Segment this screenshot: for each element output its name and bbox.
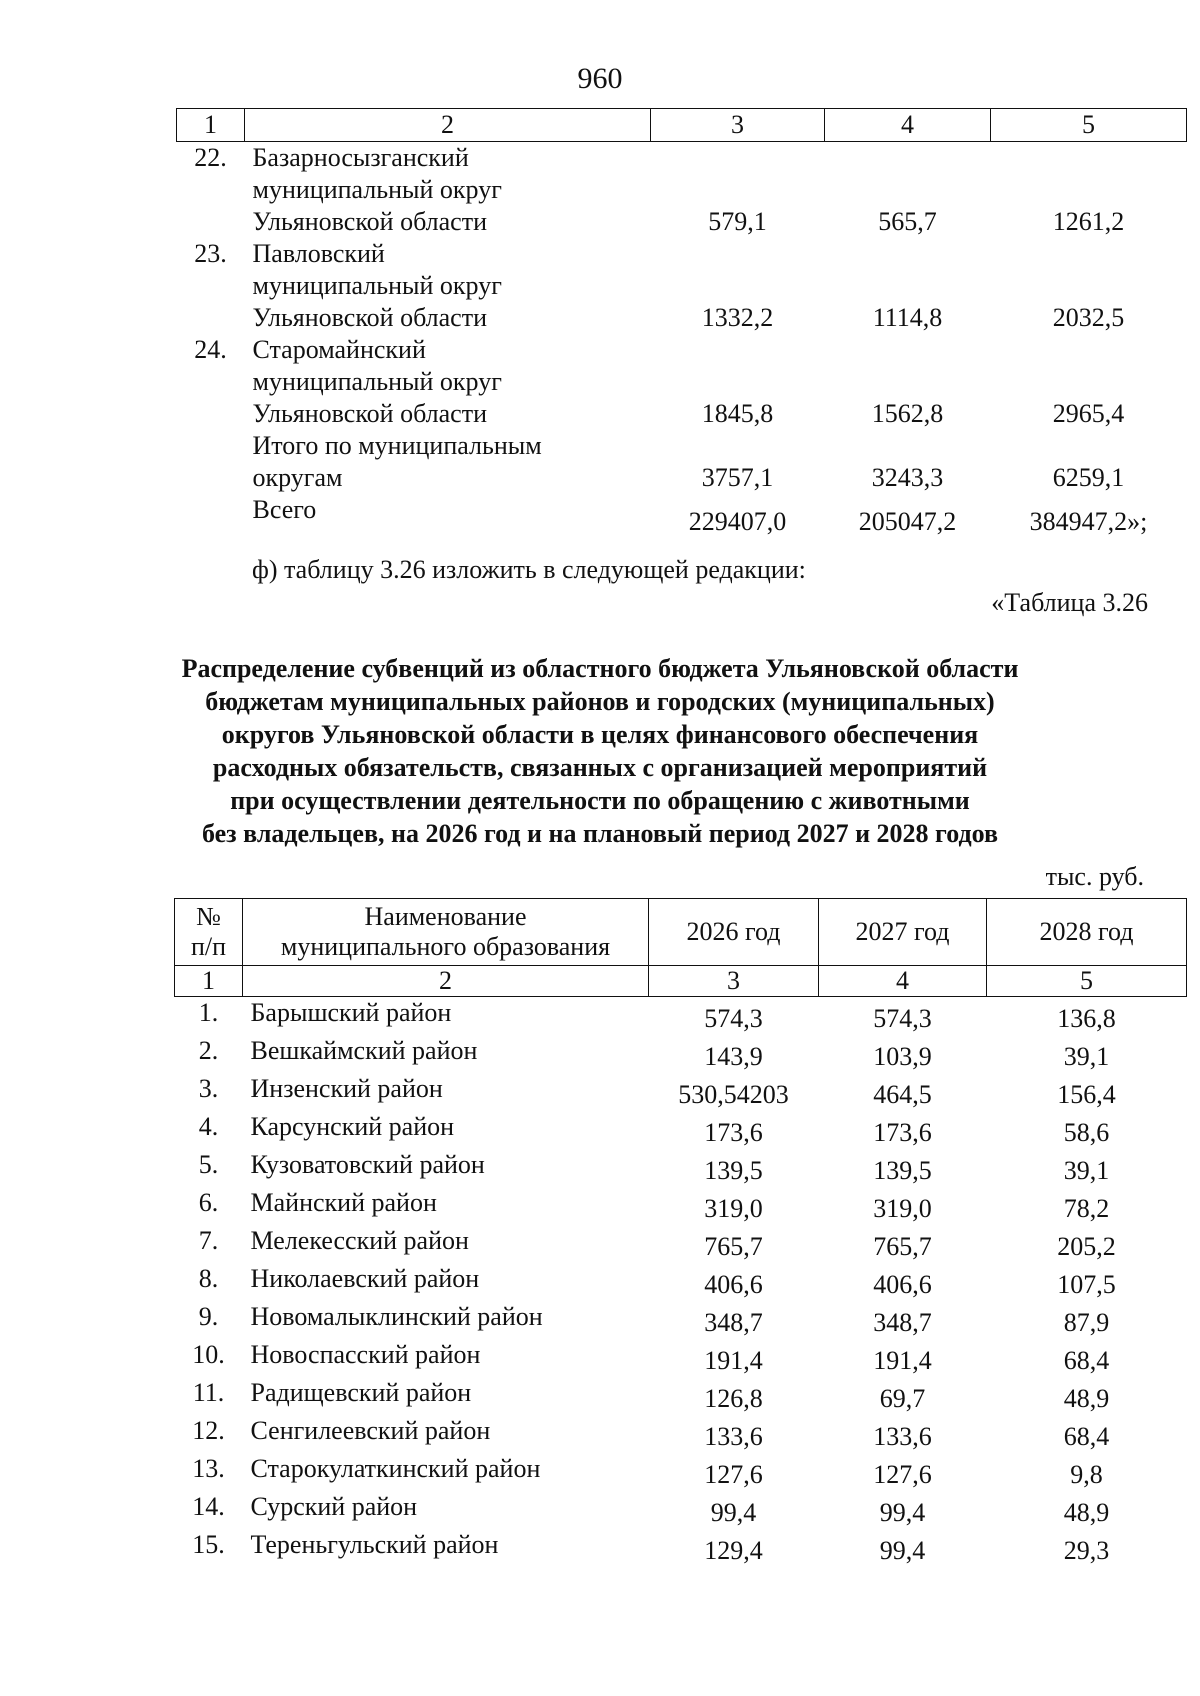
value-2028: 68,4 <box>1063 1422 1110 1451</box>
row-number: 4. <box>198 1112 219 1141</box>
value-2027: 765,7 <box>873 1232 932 1261</box>
table-row <box>175 1529 1187 1567</box>
value-2027: 348,7 <box>873 1308 932 1337</box>
name-line: Базарносызганский <box>252 143 469 172</box>
value-2028: 39,1 <box>1063 1042 1110 1071</box>
table-row <box>175 1453 1187 1491</box>
row-number: 5. <box>198 1150 219 1179</box>
value-2027: 191,4 <box>873 1346 932 1375</box>
district-name: Вешкаймский район <box>250 1036 478 1065</box>
value-cell: 2032,5 <box>1052 303 1125 332</box>
value-2027: 69,7 <box>879 1384 926 1413</box>
table-row <box>177 238 1187 334</box>
page-number: 960 <box>577 62 623 95</box>
subtotal-value: 6259,1 <box>1052 463 1125 492</box>
name-line: Павловский <box>252 239 385 268</box>
table-row <box>175 1149 1187 1187</box>
value-2026: 99,4 <box>710 1498 757 1527</box>
value-cell: 1114,8 <box>872 303 943 332</box>
value-2028: 48,9 <box>1063 1498 1110 1527</box>
title-line: при осуществлении деятельности по обращению с животными <box>230 786 970 815</box>
value-2026: 348,7 <box>704 1308 763 1337</box>
row-number: 8. <box>198 1264 219 1293</box>
total-value: 384947,2»; <box>1029 507 1148 536</box>
header-year-2026: 2026 год <box>649 899 819 966</box>
value-2027: 173,6 <box>873 1118 932 1147</box>
table-row <box>175 1301 1187 1339</box>
district-name: Сенгилеевский район <box>250 1416 491 1445</box>
row-number: 14. <box>192 1492 225 1521</box>
value-2026: 191,4 <box>704 1346 763 1375</box>
column-number-header <box>177 109 1187 142</box>
column-number: 1 <box>175 966 243 997</box>
value-cell: 565,7 <box>878 207 937 236</box>
district-name: Тереньгульский район <box>250 1530 499 1559</box>
value-2028: 107,5 <box>1057 1270 1116 1299</box>
table-header <box>175 899 1187 966</box>
subtotal-value: 3243,3 <box>871 463 944 492</box>
total-value: 205047,2 <box>858 507 957 536</box>
table-row <box>175 1263 1187 1301</box>
name-line: Ульяновской области <box>252 399 487 428</box>
district-name: Сурский район <box>250 1492 418 1521</box>
table-row <box>175 1415 1187 1453</box>
subtotal-label-line: округам <box>252 463 343 492</box>
district-name: Радищевский район <box>250 1378 472 1407</box>
title-line: бюджетам муниципальных районов и городских (муниципальных) <box>205 687 995 716</box>
table-row <box>175 1225 1187 1263</box>
value-2027: 99,4 <box>879 1498 926 1527</box>
units-label: тыс. руб. <box>1045 862 1144 891</box>
table-row <box>175 1035 1187 1073</box>
table-label: «Таблица 3.26 <box>991 588 1148 617</box>
row-number: 15. <box>192 1530 225 1559</box>
row-number: 23. <box>194 239 227 268</box>
district-name: Кузоватовский район <box>250 1150 485 1179</box>
name-line: муниципальный округ <box>252 175 502 204</box>
title-line: без владельцев, на 2026 год и на плановый период 2027 и 2028 годов <box>201 819 999 848</box>
district-name: Николаевский район <box>250 1264 480 1293</box>
value-2027: 139,5 <box>873 1156 932 1185</box>
table-row <box>175 1339 1187 1377</box>
title-line: Распределение субвенций из областного бюджета Ульяновской области <box>181 654 1019 683</box>
table-row <box>177 334 1187 430</box>
subsidy-table <box>174 898 1187 1567</box>
municipality-name <box>245 334 651 430</box>
value-cell: 579,1 <box>708 207 767 236</box>
district-name: Барышский район <box>250 998 452 1027</box>
table-row <box>175 1111 1187 1149</box>
name-line: муниципальный округ <box>252 367 502 396</box>
column-number: 5 <box>987 966 1187 997</box>
value-2027: 464,5 <box>873 1080 932 1109</box>
municipality-name <box>245 142 651 239</box>
name-line: Ульяновской области <box>252 207 487 236</box>
total-row <box>177 494 1187 538</box>
value-2028: 205,2 <box>1057 1232 1116 1261</box>
table-body <box>175 997 1187 1568</box>
column-number: 5 <box>991 109 1187 142</box>
table-row <box>175 1491 1187 1529</box>
value-2026: 530,54203 <box>678 1080 789 1109</box>
title-line: округов Ульяновской области в целях финансового обеспечения <box>221 720 979 749</box>
value-cell: 1261,2 <box>1052 207 1125 236</box>
district-name: Новомалыклинский район <box>250 1302 543 1331</box>
row-number: 6. <box>198 1188 219 1217</box>
value-2028: 58,6 <box>1063 1118 1110 1147</box>
header-name-line: муниципального образования <box>280 932 611 961</box>
header-year-2028: 2028 год <box>987 899 1187 966</box>
table-row <box>175 997 1187 1036</box>
continuation-table <box>176 108 1187 538</box>
value-2027: 406,6 <box>873 1270 932 1299</box>
column-number: 2 <box>245 109 651 142</box>
table-row <box>175 1073 1187 1111</box>
value-2028: 9,8 <box>1070 1460 1103 1489</box>
title-line: расходных обязательств, связанных с организацией мероприятий <box>212 753 988 782</box>
value-2028: 39,1 <box>1063 1156 1110 1185</box>
subtotal-row <box>177 430 1187 494</box>
header-number-line: п/п <box>190 932 227 961</box>
district-name: Новоспасский район <box>250 1340 481 1369</box>
district-name: Инзенский район <box>250 1074 443 1103</box>
row-number: 24. <box>194 335 227 364</box>
total-label: Всего <box>252 495 317 524</box>
district-name: Майнский район <box>250 1188 437 1217</box>
value-2028: 68,4 <box>1063 1346 1110 1375</box>
header-year-2027: 2027 год <box>819 899 987 966</box>
district-name: Старокулаткинский район <box>250 1454 541 1483</box>
column-number: 3 <box>649 966 819 997</box>
value-2027: 133,6 <box>873 1422 932 1451</box>
value-cell: 1845,8 <box>701 399 774 428</box>
value-cell: 1332,2 <box>701 303 774 332</box>
value-2028: 136,8 <box>1057 1004 1116 1033</box>
table-row <box>175 1377 1187 1415</box>
header-number-line: № <box>196 902 221 931</box>
column-number: 4 <box>819 966 987 997</box>
subtotal-label <box>245 430 651 494</box>
row-number: 10. <box>192 1340 225 1369</box>
value-2026: 173,6 <box>704 1118 763 1147</box>
row-number: 12. <box>192 1416 225 1445</box>
row-number: 13. <box>192 1454 225 1483</box>
subtotal-label-line: Итого по муниципальным <box>252 431 542 460</box>
row-number: 11. <box>192 1378 225 1407</box>
municipality-name <box>245 238 651 334</box>
value-2027: 99,4 <box>879 1536 926 1565</box>
value-2026: 133,6 <box>704 1422 763 1451</box>
value-2028: 48,9 <box>1063 1384 1110 1413</box>
value-2026: 319,0 <box>704 1194 763 1223</box>
table-row <box>177 142 1187 239</box>
row-number: 3. <box>198 1074 219 1103</box>
value-2028: 29,3 <box>1063 1536 1110 1565</box>
row-number: 9. <box>198 1302 219 1331</box>
row-number: 2. <box>198 1036 219 1065</box>
table-title <box>100 652 1100 850</box>
value-2026: 139,5 <box>704 1156 763 1185</box>
value-2026: 765,7 <box>704 1232 763 1261</box>
row-number: 22. <box>194 143 227 172</box>
value-2026: 143,9 <box>704 1042 763 1071</box>
column-number-row <box>175 966 1187 997</box>
value-2028: 156,4 <box>1057 1080 1116 1109</box>
value-2026: 126,8 <box>704 1384 763 1413</box>
district-name: Мелекесский район <box>250 1226 469 1255</box>
value-2027: 127,6 <box>873 1460 932 1489</box>
total-value: 229407,0 <box>688 507 787 536</box>
value-2027: 103,9 <box>873 1042 932 1071</box>
header-name <box>243 899 649 966</box>
value-cell: 2965,4 <box>1052 399 1125 428</box>
column-number: 2 <box>243 966 649 997</box>
value-2028: 78,2 <box>1063 1194 1110 1223</box>
name-line: Ульяновской области <box>252 303 487 332</box>
value-2026: 127,6 <box>704 1460 763 1489</box>
subtotal-value: 3757,1 <box>701 463 774 492</box>
value-2026: 574,3 <box>704 1004 763 1033</box>
row-number: 1. <box>198 998 219 1027</box>
table-row <box>175 1187 1187 1225</box>
column-number: 1 <box>177 109 245 142</box>
header-number <box>175 899 243 966</box>
row-number: 7. <box>198 1226 219 1255</box>
value-2028: 87,9 <box>1063 1308 1110 1337</box>
column-number: 4 <box>825 109 991 142</box>
column-number: 3 <box>651 109 825 142</box>
amendment-text: ф) таблицу 3.26 изложить в следующей редакции: <box>252 555 806 584</box>
value-2027: 574,3 <box>873 1004 932 1033</box>
value-2026: 406,6 <box>704 1270 763 1299</box>
name-line: муниципальный округ <box>252 271 502 300</box>
value-2026: 129,4 <box>704 1536 763 1565</box>
name-line: Старомайнский <box>252 335 426 364</box>
value-cell: 1562,8 <box>871 399 944 428</box>
district-name: Карсунский район <box>250 1112 455 1141</box>
value-2027: 319,0 <box>873 1194 932 1223</box>
header-name-line: Наименование <box>364 902 527 931</box>
